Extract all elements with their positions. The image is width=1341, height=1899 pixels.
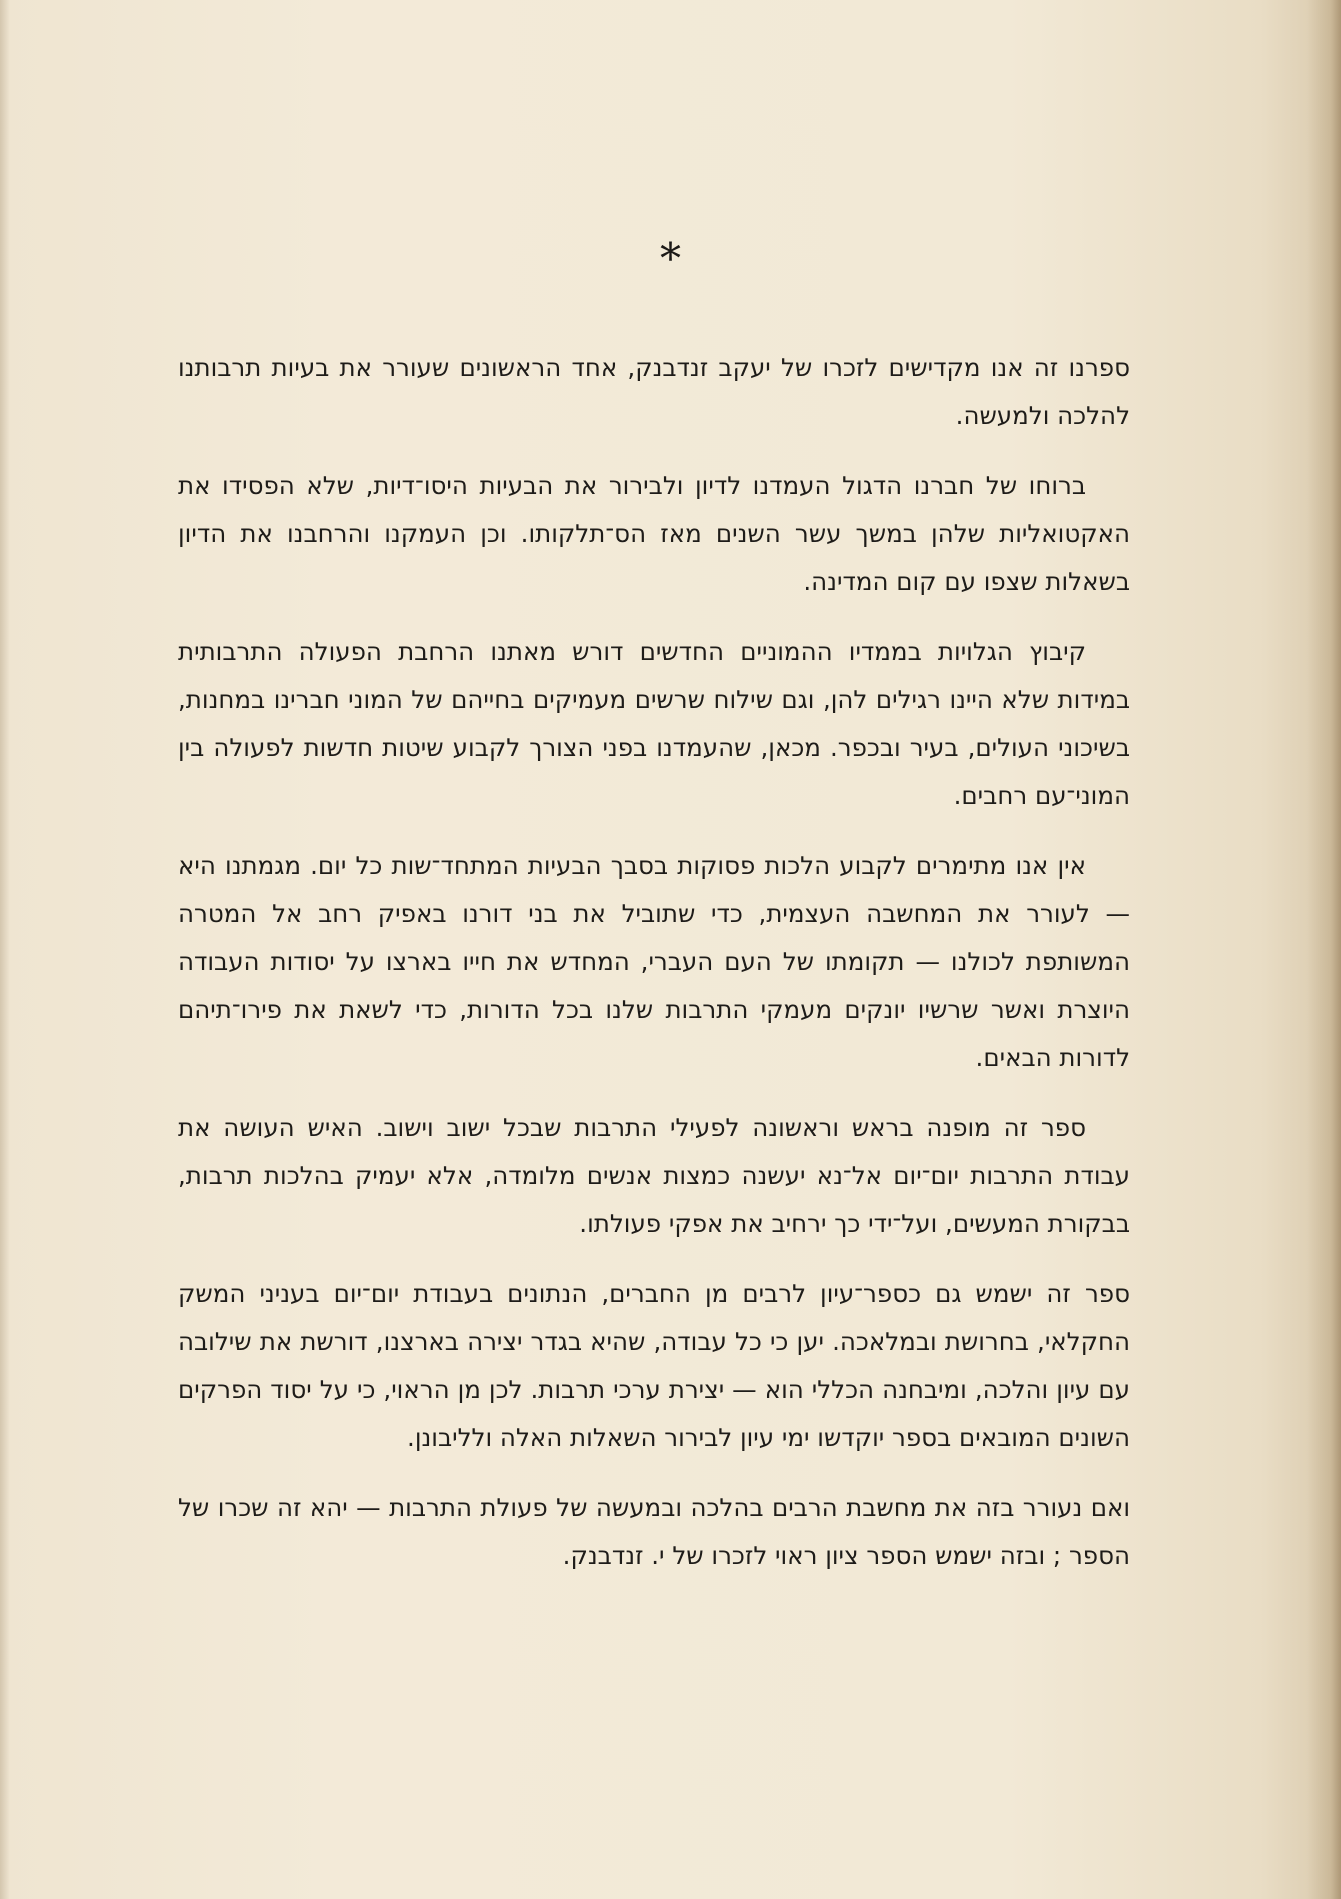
paragraph-closing: ואם נעורר בזה את מחשבת הרבים בהלכה ובמעשה של פעולת התרבות — יהא זה שכרו של הספר ; ובזה ישמש הספר ציון ראוי לזכרו של י. זנדבנק.	[178, 1493, 1130, 1570]
page-spine-shadow	[1307, 0, 1341, 1899]
paragraph-spirit: ברוחו של חברנו הדגול העמדנו לדיון ולבירור את הבעיות היסו־דיות, שלא הפסידו את האקטואליות שלהן במשך עשר השנים מאז הס־תלקותו. וכן העמקנו והרחבנו את הדיון בשאלות שצפו עם קום המדינה.	[178, 471, 1130, 596]
paragraph-ingathering: קיבוץ הגלויות בממדיו ההמוניים החדשים דורש מאתנו הרחבת הפעולה התרבותית במידות שלא היינו רגילים להן, וגם שילוח שרשים מעמיקים בחייהם של המוני חברינו במחנות, בשיכוני העולים, בעיר ובכפר. מכאן, שהעמדנו בפני הצורך לקבוע שיטות חדשות לפעולה בין המוני־עם רחבים.	[178, 637, 1130, 810]
dedication-text	[178, 344, 1130, 1602]
paragraph-aim: אין אנו מתימרים לקבוע הלכות פסוקות בסבך הבעיות המתחד־שות כל יום. מגמתנו היא — לעורר את המחשבה העצמית, כדי שתוביל את בני דורנו באפיק רחב אל המטרה המשותפת לכולנו — תקומתו של העם העברי, המחדש את חייו בארצו על יסודות העבודה היוצרת ואשר שרשיו יונקים מעמקי התרבות שלנו בכל הדורות, כדי לשאת את פירו־תיהם לדורות הבאים.	[178, 851, 1130, 1072]
paragraph-study-book: ספר זה ישמש גם כספר־עיון לרבים מן החברים, הנתונים בעבודת יום־יום בעניני המשק החקלאי, בחרושת ובמלאכה. יען כי כל עבודה, שהיא בגדר יצירה בארצנו, דורשת את שילובה עם עיון והלכה, ומיבחנה הכללי הוא — יצירת ערכי תרבות. לכן מן הראוי, כי על יסוד הפרקים השונים המובאים בספר יוקדשו ימי עיון לבירור השאלות האלה ולליבונן.	[178, 1279, 1130, 1452]
paragraph-audience: ספר זה מופנה בראש וראשונה לפעילי התרבות שבכל ישוב וישוב. האיש העושה את עבודת התרבות יום־יום אל־נא יעשנה כמצות אנשים מלומדה, אלא יעמיק בהלכות תרבות, בבקורת המעשים, ועל־ידי כך ירחיב את אפקי פעולתו.	[178, 1113, 1130, 1238]
page-left-edge	[0, 0, 10, 1899]
section-ornament: *	[660, 234, 681, 283]
paragraph-dedication: ספרנו זה אנו מקדישים לזכרו של יעקב זנדבנק, אחד הראשונים שעורר את בעיות תרבותנו להלכה ולמעשה.	[178, 353, 1130, 430]
